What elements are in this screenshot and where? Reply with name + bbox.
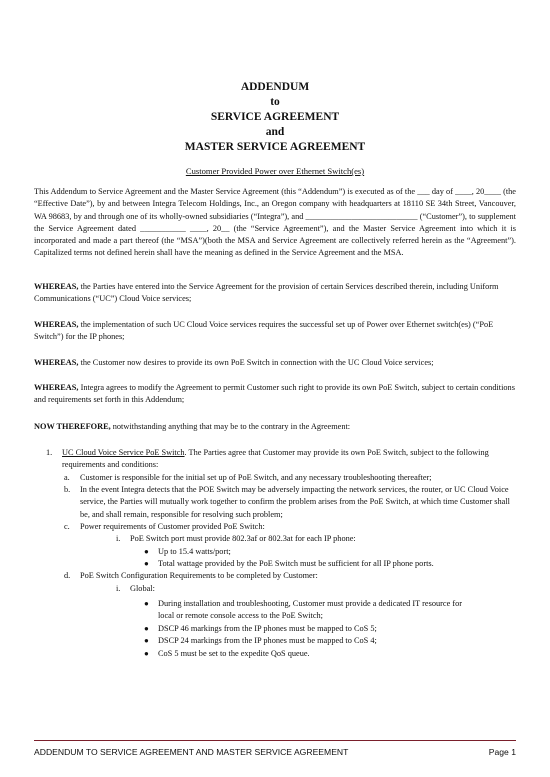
- bullet-dot-icon: ●: [144, 624, 149, 633]
- whereas-lead: WHEREAS,: [34, 282, 79, 291]
- item-marker: a.: [64, 473, 70, 482]
- item-marker: i.: [116, 584, 121, 593]
- bullet-c-2: [144, 558, 516, 570]
- whereas-paragraph-2: [34, 319, 516, 344]
- document-subtitle: Customer Provided Power over Ethernet Switch(es): [185, 166, 365, 176]
- item-marker: c.: [64, 522, 70, 531]
- section-1-text: . The Parties agree that Customer may provide its own PoE Switch, subject to the following requirements and conditions:: [62, 448, 489, 470]
- title-line-5: MASTER SERVICE AGREEMENT: [184, 141, 366, 153]
- bullet-d-1: [144, 598, 478, 623]
- item-c-i: [116, 533, 516, 545]
- item-text: PoE Switch Configuration Requirements to be completed by Customer:: [80, 571, 318, 580]
- bullet-d-2: [144, 623, 516, 635]
- section-1-heading: UC Cloud Voice Service PoE Switch: [62, 448, 185, 457]
- item-b: [64, 484, 516, 521]
- bullet-dot-icon: ●: [144, 599, 149, 608]
- whereas-lead: WHEREAS,: [34, 358, 79, 367]
- item-text: Customer is responsible for the initial set up of PoE Switch, and any necessary troubleshooting thereafter;: [80, 473, 432, 482]
- bullet-text: DSCP 46 markings from the IP phones must be mapped to CoS 5;: [158, 624, 377, 633]
- item-marker: i.: [116, 534, 121, 543]
- item-d-i: [116, 583, 516, 595]
- title-line-3: SERVICE AGREEMENT: [210, 111, 340, 123]
- title-line-2: to: [270, 96, 280, 108]
- whereas-text: the Parties have entered into the Service Agreement for the provision of certain Services described therein, including Uniform Communications (“UC”) Cloud Voice services;: [34, 282, 499, 304]
- now-therefore-text: notwithstanding anything that may be to the contrary in the Agreement:: [110, 422, 351, 431]
- bullet-dot-icon: ●: [144, 547, 149, 556]
- bullet-text: During installation and troubleshooting, Customer must provide a dedicated IT resource for local or remote console access to the PoE Switch;: [158, 599, 462, 621]
- bullet-dot-icon: ●: [144, 649, 149, 658]
- bullet-c-1: [144, 546, 516, 558]
- title-line-4: and: [265, 126, 285, 138]
- whereas-text: the Customer now desires to provide its own PoE Switch in connection with the UC Cloud Voice services;: [78, 358, 434, 367]
- bullet-dot-icon: ●: [144, 559, 149, 568]
- item-text: In the event Integra detects that the POE Switch may be adversely impacting the network services, the router, or UC Cloud Voice service, the Parties will mutually work together to confirm the problem arises from the PoE Switch, at which time Customer shall be, and shall remain, responsible for resolving such problem;: [80, 485, 510, 519]
- item-c: [64, 521, 516, 533]
- bullet-text: CoS 5 must be set to the expedite QoS queue.: [158, 649, 310, 658]
- item-a: [64, 472, 516, 484]
- bullet-text: Up to 15.4 watts/port;: [158, 547, 231, 556]
- bullet-dot-icon: ●: [144, 636, 149, 645]
- item-marker: d.: [64, 571, 71, 580]
- intro-paragraph: This Addendum to Service Agreement and the Master Service Agreement (this “Addendum”) is executed as of the ___ day of ____, 20____ (the “Effective Date”), by and between Integra Telecom Holdings, Inc., an Oregon company with headquarters at 18110 SE 34th Street, Vancouver, WA 98683, by and through one of its wholly-owned subsidiaries (“Integra”), and ___________________________ (“Customer”), to supplement the Service Agreement dated ___________ ____, 20__ (the “Service Agreement”), and the Master Service Agreement into which it is incorporated and made a part thereof (the “MSA”)(both the MSA and Service Agreement are collectively referred herein as the “Agreement”). Capitalized terms not defined herein shall have the meaning as defined in the Service Agreement and the MSA.: [34, 187, 516, 258]
- section-1-number: 1.: [46, 448, 53, 457]
- whereas-text: Integra agrees to modify the Agreement to permit Customer such right to provide its own PoE Switch, subject to certain conditions and requirements set forth in this Addendum;: [34, 383, 515, 405]
- bullet-d-3: [144, 635, 516, 647]
- whereas-lead: WHEREAS,: [34, 383, 79, 392]
- document-title: [0, 80, 550, 155]
- page-number: Page 1: [488, 747, 516, 757]
- whereas-paragraph-3: [34, 357, 516, 369]
- whereas-lead: WHEREAS,: [34, 320, 79, 329]
- title-line-1: ADDENDUM: [240, 81, 310, 93]
- page-footer: [34, 747, 516, 757]
- whereas-paragraph-1: [34, 281, 516, 306]
- section-1: [46, 447, 516, 472]
- bullet-text: DSCP 24 markings from the IP phones must be mapped to CoS 4;: [158, 636, 377, 645]
- whereas-paragraph-4: [34, 382, 516, 407]
- footer-rule: [34, 740, 516, 741]
- whereas-text: the implementation of such UC Cloud Voice services requires the successful set up of Power over Ethernet switch(es) (“PoE Switch”) for the IP phones;: [34, 320, 494, 342]
- item-marker: b.: [64, 485, 71, 494]
- now-therefore-paragraph: [34, 421, 516, 433]
- footer-title: ADDENDUM TO SERVICE AGREEMENT AND MASTER SERVICE AGREEMENT: [34, 747, 349, 757]
- item-text: Power requirements of Customer provided PoE Switch:: [80, 522, 265, 531]
- item-text: PoE Switch port must provide 802.3af or 802.3at for each IP phone:: [130, 534, 356, 543]
- now-therefore-lead: NOW THEREFORE,: [34, 422, 111, 431]
- bullet-d-4: [144, 648, 516, 660]
- item-text: Global:: [130, 584, 155, 593]
- item-d: [64, 570, 516, 582]
- bullet-text: Total wattage provided by the PoE Switch must be sufficient for all IP phone ports.: [158, 559, 434, 568]
